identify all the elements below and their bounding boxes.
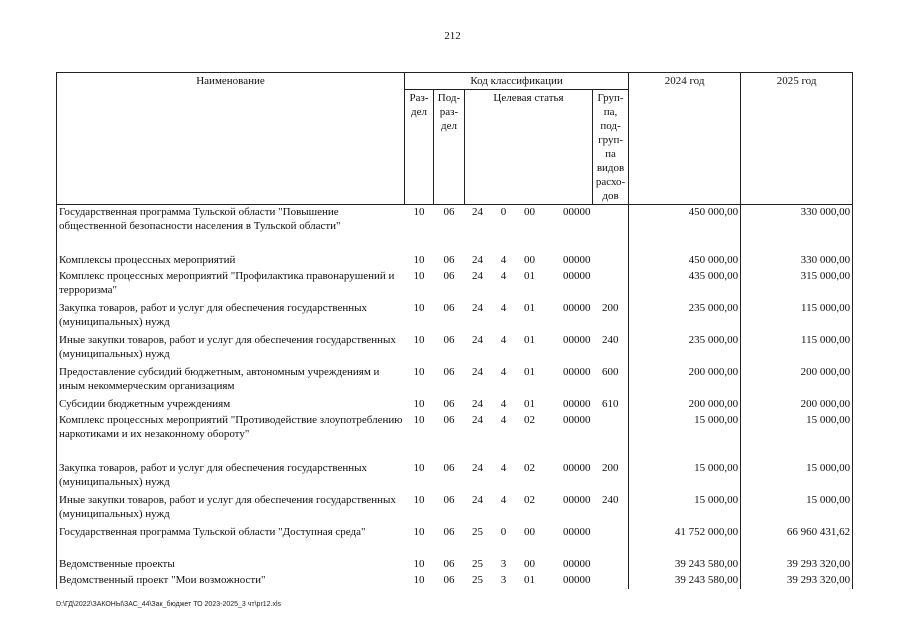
row-cs-program: 25: [472, 525, 483, 538]
row-podrazdel: 06: [443, 301, 455, 314]
row-name: Ведомственные проекты: [57, 557, 405, 573]
row-cs-program: 24: [472, 269, 483, 282]
row-cs-direction: 00000: [563, 397, 591, 410]
row-podrazdel: 06: [443, 573, 455, 586]
row-amount-2024: 235 000,00: [629, 333, 741, 365]
row-amount-2024: 15 000,00: [629, 461, 741, 493]
row-cs-type: 4: [500, 269, 507, 282]
row-amount-2024: 235 000,00: [629, 301, 741, 333]
table-body: [57, 205, 853, 589]
row-razdel: 10: [413, 301, 425, 314]
row-amount-2024: 15 000,00: [629, 493, 741, 525]
row-vid-rashodov: 600: [602, 365, 619, 378]
row-vid-rashodov: [593, 269, 629, 301]
row-amount-2025: 315 000,00: [741, 269, 853, 301]
header-razdel: Раз- дел: [405, 90, 434, 205]
row-podrazdel: 06: [443, 413, 455, 426]
row-razdel: 10: [413, 493, 425, 506]
header-row-top: [57, 73, 853, 90]
row-name: Закупка товаров, работ и услуг для обеспечения государственных (муниципальных) нужд: [57, 461, 405, 493]
table-row: [57, 493, 853, 525]
row-cs-subprogram: 01: [524, 301, 535, 314]
row-name: Иные закупки товаров, работ и услуг для обеспечения государственных (муниципальных) нужд: [57, 333, 405, 365]
row-cs-direction: 00000: [563, 413, 591, 426]
row-cs-subprogram: 00: [524, 253, 535, 266]
row-amount-2025: 200 000,00: [741, 365, 853, 397]
row-razdel: 10: [413, 525, 425, 538]
row-cs-program: 24: [472, 461, 483, 474]
row-amount-2024: 39 243 580,00: [629, 557, 741, 573]
row-podrazdel: 06: [443, 493, 455, 506]
row-name: Закупка товаров, работ и услуг для обеспечения государственных (муниципальных) нужд: [57, 301, 405, 333]
table-row: [57, 573, 853, 589]
row-cs-program: 24: [472, 397, 483, 410]
row-podrazdel: 06: [443, 525, 455, 538]
table-row: [57, 461, 853, 493]
header-year-2024: 2024 год: [629, 73, 741, 205]
table-row: [57, 333, 853, 365]
row-name: Государственная программа Тульской области "Доступная среда": [57, 525, 405, 557]
row-amount-2025: 15 000,00: [741, 413, 853, 461]
row-vid-rashodov: 240: [602, 333, 619, 346]
row-cs-program: 24: [472, 493, 483, 506]
row-name: Комплексы процессных мероприятий: [57, 253, 405, 269]
row-cs-subprogram: 01: [524, 397, 535, 410]
row-amount-2025: 115 000,00: [741, 333, 853, 365]
row-cs-program: 24: [472, 206, 483, 218]
row-cs-program: 24: [472, 365, 483, 378]
file-path-footer: D:\ГД\2022\ЗАКОНЫ\ЗАС_44\Зак_бюджет ТО 2023-2025_3 чт\pr12.xls: [56, 601, 282, 608]
row-cs-subprogram: 01: [524, 365, 535, 378]
row-name: Предоставление субсидий бюджетным, автономным учреждениям и иным некоммерческим организациям: [57, 365, 405, 397]
table-row: [57, 269, 853, 301]
row-vid-rashodov: [593, 573, 629, 589]
row-vid-rashodov: 200: [602, 461, 619, 474]
row-cs-subprogram: 02: [524, 413, 535, 426]
row-amount-2025: 115 000,00: [741, 301, 853, 333]
row-vid-rashodov: 610: [602, 397, 619, 410]
row-razdel: 10: [413, 333, 425, 346]
row-vid-rashodov: 200: [602, 301, 619, 314]
row-name: Иные закупки товаров, работ и услуг для обеспечения государственных (муниципальных) нужд: [57, 493, 405, 525]
row-razdel: 10: [413, 365, 425, 378]
row-razdel: 10: [413, 573, 425, 586]
row-podrazdel: 06: [443, 206, 455, 218]
row-razdel: 10: [413, 253, 425, 266]
row-vid-rashodov: 240: [602, 493, 619, 506]
row-cs-subprogram: 02: [524, 461, 535, 474]
row-amount-2025: 15 000,00: [741, 461, 853, 493]
row-cs-program: 24: [472, 333, 483, 346]
row-cs-subprogram: 01: [524, 333, 535, 346]
row-amount-2025: 39 293 320,00: [741, 573, 853, 589]
budget-table: [56, 72, 853, 589]
row-amount-2025: 330 000,00: [741, 253, 853, 269]
row-amount-2025: 66 960 431,62: [741, 525, 853, 557]
row-amount-2025: 200 000,00: [741, 397, 853, 413]
page-number: 212: [444, 30, 461, 42]
table-row: [57, 253, 853, 269]
row-cs-type: 4: [500, 253, 507, 266]
row-cs-direction: 00000: [563, 269, 591, 282]
row-razdel: 10: [413, 397, 425, 410]
row-cs-type: 0: [500, 525, 507, 538]
row-podrazdel: 06: [443, 333, 455, 346]
row-vid-rashodov: [593, 205, 629, 253]
row-cs-program: 24: [472, 253, 483, 266]
row-cs-program: 24: [472, 413, 483, 426]
table-row: [57, 397, 853, 413]
row-name: Комплекс процессных мероприятий "Профилактика правонарушений и терроризма": [57, 269, 405, 301]
header-target: Целевая статья: [465, 90, 593, 205]
row-name: Государственная программа Тульской области "Повышение общественной безопасности населения в Тульской области": [57, 205, 405, 253]
row-razdel: 10: [413, 413, 425, 426]
row-podrazdel: 06: [443, 397, 455, 410]
row-cs-type: 4: [500, 493, 507, 506]
row-cs-subprogram: 01: [524, 573, 535, 586]
row-razdel: 10: [413, 269, 425, 282]
row-cs-subprogram: 00: [524, 525, 535, 538]
row-amount-2025: 39 293 320,00: [741, 557, 853, 573]
row-vid-rashodov: [593, 413, 629, 461]
row-vid-rashodov: [593, 525, 629, 557]
table-row: [57, 365, 853, 397]
row-cs-direction: 00000: [563, 557, 591, 570]
row-razdel: 10: [413, 461, 425, 474]
row-cs-type: 0: [500, 206, 507, 218]
row-vid-rashodov: [593, 253, 629, 269]
row-cs-subprogram: 01: [524, 269, 535, 282]
row-cs-program: 24: [472, 301, 483, 314]
row-cs-direction: 00000: [563, 253, 591, 266]
row-amount-2024: 450 000,00: [629, 253, 741, 269]
row-cs-direction: 00000: [563, 461, 591, 474]
row-name: Ведомственный проект "Мои возможности": [57, 573, 405, 589]
table-row: [57, 525, 853, 557]
row-cs-type: 4: [500, 301, 507, 314]
row-cs-direction: 00000: [563, 493, 591, 506]
header-code-group: Код классификации: [405, 73, 629, 90]
row-cs-subprogram: 02: [524, 493, 535, 506]
row-cs-type: 4: [500, 461, 507, 474]
row-podrazdel: 06: [443, 461, 455, 474]
row-cs-program: 25: [472, 573, 483, 586]
row-amount-2025: 15 000,00: [741, 493, 853, 525]
table-row: [57, 557, 853, 573]
row-name: Субсидии бюджетным учреждениям: [57, 397, 405, 413]
row-vid-rashodov: [593, 557, 629, 573]
row-amount-2025: 330 000,00: [741, 205, 853, 253]
row-amount-2024: 200 000,00: [629, 365, 741, 397]
row-cs-direction: 00000: [563, 206, 591, 218]
row-razdel: 10: [413, 557, 425, 570]
header-name: Наименование: [57, 73, 405, 205]
row-cs-direction: 00000: [563, 365, 591, 378]
table-row: [57, 301, 853, 333]
row-cs-type: 4: [500, 413, 507, 426]
table-row: [57, 205, 853, 253]
row-cs-subprogram: 00: [524, 557, 535, 570]
row-cs-type: 3: [500, 573, 507, 586]
row-cs-direction: 00000: [563, 301, 591, 314]
table-row: [57, 413, 853, 461]
row-podrazdel: 06: [443, 557, 455, 570]
header-vid-rashodov: Груп- па, под- груп- па видов расхо- дов: [593, 90, 629, 205]
header-year-2025: 2025 год: [741, 73, 853, 205]
row-amount-2024: 39 243 580,00: [629, 573, 741, 589]
row-cs-direction: 00000: [563, 573, 591, 586]
row-cs-direction: 00000: [563, 333, 591, 346]
row-amount-2024: 450 000,00: [629, 205, 741, 253]
row-podrazdel: 06: [443, 253, 455, 266]
row-podrazdel: 06: [443, 365, 455, 378]
row-amount-2024: 200 000,00: [629, 397, 741, 413]
row-cs-subprogram: 00: [524, 206, 535, 218]
row-cs-direction: 00000: [563, 525, 591, 538]
header-podrazdel: Под- раз- дел: [434, 90, 465, 205]
row-cs-program: 25: [472, 557, 483, 570]
row-razdel: 10: [413, 206, 425, 218]
row-cs-type: 3: [500, 557, 507, 570]
row-cs-type: 4: [500, 397, 507, 410]
row-amount-2024: 15 000,00: [629, 413, 741, 461]
row-podrazdel: 06: [443, 269, 455, 282]
row-cs-type: 4: [500, 365, 507, 378]
row-cs-type: 4: [500, 333, 507, 346]
row-amount-2024: 41 752 000,00: [629, 525, 741, 557]
row-amount-2024: 435 000,00: [629, 269, 741, 301]
row-name: Комплекс процессных мероприятий "Противодействие злоупотреблению наркотиками и их незаконному обороту": [57, 413, 405, 461]
